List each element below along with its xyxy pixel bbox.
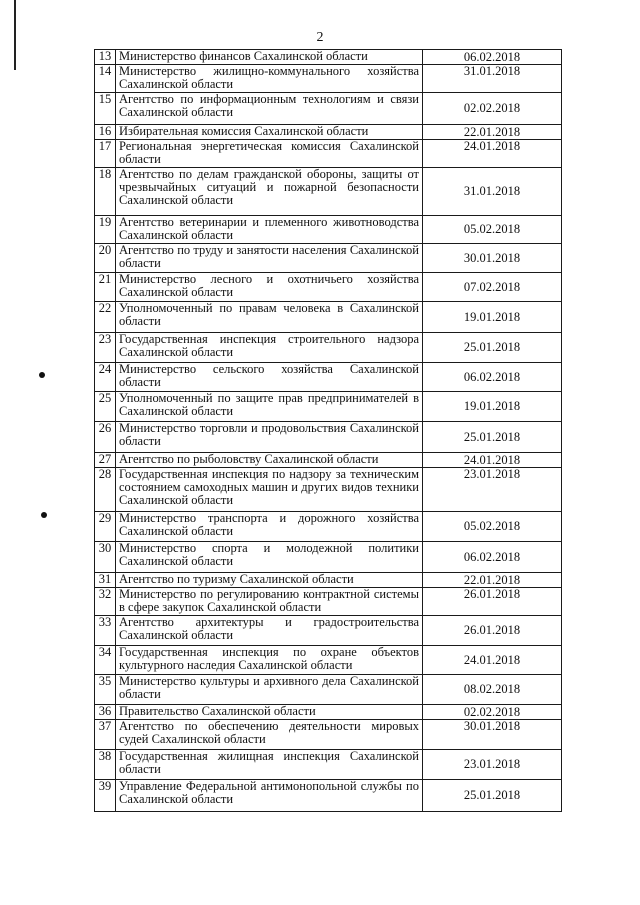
submission-date: 02.02.2018 <box>423 93 562 125</box>
organization-name: Министерство спорта и молодежной политики Сахалинской области <box>116 542 423 573</box>
scan-artifact-mark <box>39 372 45 378</box>
submission-date: 23.01.2018 <box>423 750 562 780</box>
submission-date: 31.01.2018 <box>423 168 562 216</box>
organization-name: Министерство лесного и охотничьего хозяйства Сахалинской области <box>116 273 423 302</box>
table-row <box>95 512 562 542</box>
table-row <box>95 333 562 363</box>
row-number: 13 <box>95 50 116 65</box>
organization-name: Правительство Сахалинской области <box>116 705 423 720</box>
submission-date: 19.01.2018 <box>423 392 562 422</box>
table-row <box>95 273 562 302</box>
row-number: 24 <box>95 363 116 392</box>
registry-table-body <box>95 50 562 812</box>
table-row <box>95 93 562 125</box>
organization-name: Агентство по туризму Сахалинской области <box>116 573 423 588</box>
scan-artifact-mark <box>41 512 47 518</box>
table-row <box>95 140 562 168</box>
submission-date: 24.01.2018 <box>423 646 562 675</box>
row-number: 27 <box>95 453 116 468</box>
table-row <box>95 125 562 140</box>
row-number: 26 <box>95 422 116 453</box>
organization-name: Агентство по обеспечению деятельности мировых судей Сахалинской области <box>116 720 423 750</box>
organization-name: Агентство по информационным технологиям и связи Сахалинской области <box>116 93 423 125</box>
table-row <box>95 302 562 333</box>
organization-name: Агентство архитектуры и градостроительства Сахалинской области <box>116 616 423 646</box>
organization-name: Министерство финансов Сахалинской области <box>116 50 423 65</box>
table-row <box>95 705 562 720</box>
organization-name: Государственная инспекция строительного надзора Сахалинской области <box>116 333 423 363</box>
row-number: 39 <box>95 780 116 812</box>
table-row <box>95 363 562 392</box>
organization-name: Государственная инспекция по охране объектов культурного наследия Сахалинской области <box>116 646 423 675</box>
table-row <box>95 542 562 573</box>
submission-date: 25.01.2018 <box>423 422 562 453</box>
row-number: 17 <box>95 140 116 168</box>
organization-name: Министерство транспорта и дорожного хозяйства Сахалинской области <box>116 512 423 542</box>
submission-date: 05.02.2018 <box>423 512 562 542</box>
organization-name: Министерство сельского хозяйства Сахалинской области <box>116 363 423 392</box>
row-number: 16 <box>95 125 116 140</box>
organization-name: Агентство по делам гражданской обороны, защиты от чрезвычайных ситуаций и пожарной безопасности Сахалинской области <box>116 168 423 216</box>
submission-date: 06.02.2018 <box>423 542 562 573</box>
table-row <box>95 750 562 780</box>
submission-date: 26.01.2018 <box>423 588 562 616</box>
organization-name: Агентство ветеринарии и племенного животноводства Сахалинской области <box>116 216 423 244</box>
table-row <box>95 453 562 468</box>
organization-name: Министерство по регулированию контрактной системы в сфере закупок Сахалинской области <box>116 588 423 616</box>
registry-table <box>94 49 562 812</box>
table-row <box>95 468 562 512</box>
row-number: 15 <box>95 93 116 125</box>
row-number: 37 <box>95 720 116 750</box>
organization-name: Агентство по рыболовству Сахалинской области <box>116 453 423 468</box>
row-number: 20 <box>95 244 116 273</box>
submission-date: 02.02.2018 <box>423 705 562 720</box>
submission-date: 25.01.2018 <box>423 780 562 812</box>
submission-date: 31.01.2018 <box>423 65 562 93</box>
row-number: 22 <box>95 302 116 333</box>
organization-name: Уполномоченный по защите прав предпринимателей в Сахалинской области <box>116 392 423 422</box>
submission-date: 07.02.2018 <box>423 273 562 302</box>
row-number: 21 <box>95 273 116 302</box>
submission-date: 23.01.2018 <box>423 468 562 512</box>
submission-date: 06.02.2018 <box>423 363 562 392</box>
organization-name: Министерство жилищно-коммунального хозяйства Сахалинской области <box>116 65 423 93</box>
organization-name: Государственная инспекция по надзору за техническим состоянием самоходных машин и других видов техники Сахалинской области <box>116 468 423 512</box>
row-number: 28 <box>95 468 116 512</box>
row-number: 38 <box>95 750 116 780</box>
row-number: 30 <box>95 542 116 573</box>
row-number: 35 <box>95 675 116 705</box>
row-number: 33 <box>95 616 116 646</box>
table-row <box>95 646 562 675</box>
row-number: 25 <box>95 392 116 422</box>
table-row <box>95 422 562 453</box>
table-row <box>95 216 562 244</box>
row-number: 29 <box>95 512 116 542</box>
table-row <box>95 50 562 65</box>
organization-name: Министерство культуры и архивного дела Сахалинской области <box>116 675 423 705</box>
submission-date: 08.02.2018 <box>423 675 562 705</box>
table-row <box>95 780 562 812</box>
table-row <box>95 244 562 273</box>
submission-date: 24.01.2018 <box>423 140 562 168</box>
organization-name: Уполномоченный по правам человека в Сахалинской области <box>116 302 423 333</box>
submission-date: 05.02.2018 <box>423 216 562 244</box>
table-row <box>95 168 562 216</box>
table-row <box>95 573 562 588</box>
organization-name: Государственная жилищная инспекция Сахалинской области <box>116 750 423 780</box>
organization-name: Избирательная комиссия Сахалинской области <box>116 125 423 140</box>
submission-date: 30.01.2018 <box>423 720 562 750</box>
row-number: 18 <box>95 168 116 216</box>
table-row <box>95 675 562 705</box>
submission-date: 22.01.2018 <box>423 573 562 588</box>
table-row <box>95 720 562 750</box>
table-row <box>95 588 562 616</box>
organization-name: Управление Федеральной антимонопольной службы по Сахалинской области <box>116 780 423 812</box>
submission-date: 06.02.2018 <box>423 50 562 65</box>
submission-date: 19.01.2018 <box>423 302 562 333</box>
row-number: 31 <box>95 573 116 588</box>
table-row <box>95 616 562 646</box>
page-number: 2 <box>316 30 324 45</box>
organization-name: Региональная энергетическая комиссия Сахалинской области <box>116 140 423 168</box>
row-number: 32 <box>95 588 116 616</box>
organization-name: Агентство по труду и занятости населения Сахалинской области <box>116 244 423 273</box>
submission-date: 24.01.2018 <box>423 453 562 468</box>
row-number: 34 <box>95 646 116 675</box>
submission-date: 22.01.2018 <box>423 125 562 140</box>
row-number: 36 <box>95 705 116 720</box>
table-row <box>95 392 562 422</box>
table-row <box>95 65 562 93</box>
organization-name: Министерство торговли и продовольствия Сахалинской области <box>116 422 423 453</box>
submission-date: 25.01.2018 <box>423 333 562 363</box>
submission-date: 26.01.2018 <box>423 616 562 646</box>
submission-date: 30.01.2018 <box>423 244 562 273</box>
row-number: 14 <box>95 65 116 93</box>
row-number: 23 <box>95 333 116 363</box>
row-number: 19 <box>95 216 116 244</box>
